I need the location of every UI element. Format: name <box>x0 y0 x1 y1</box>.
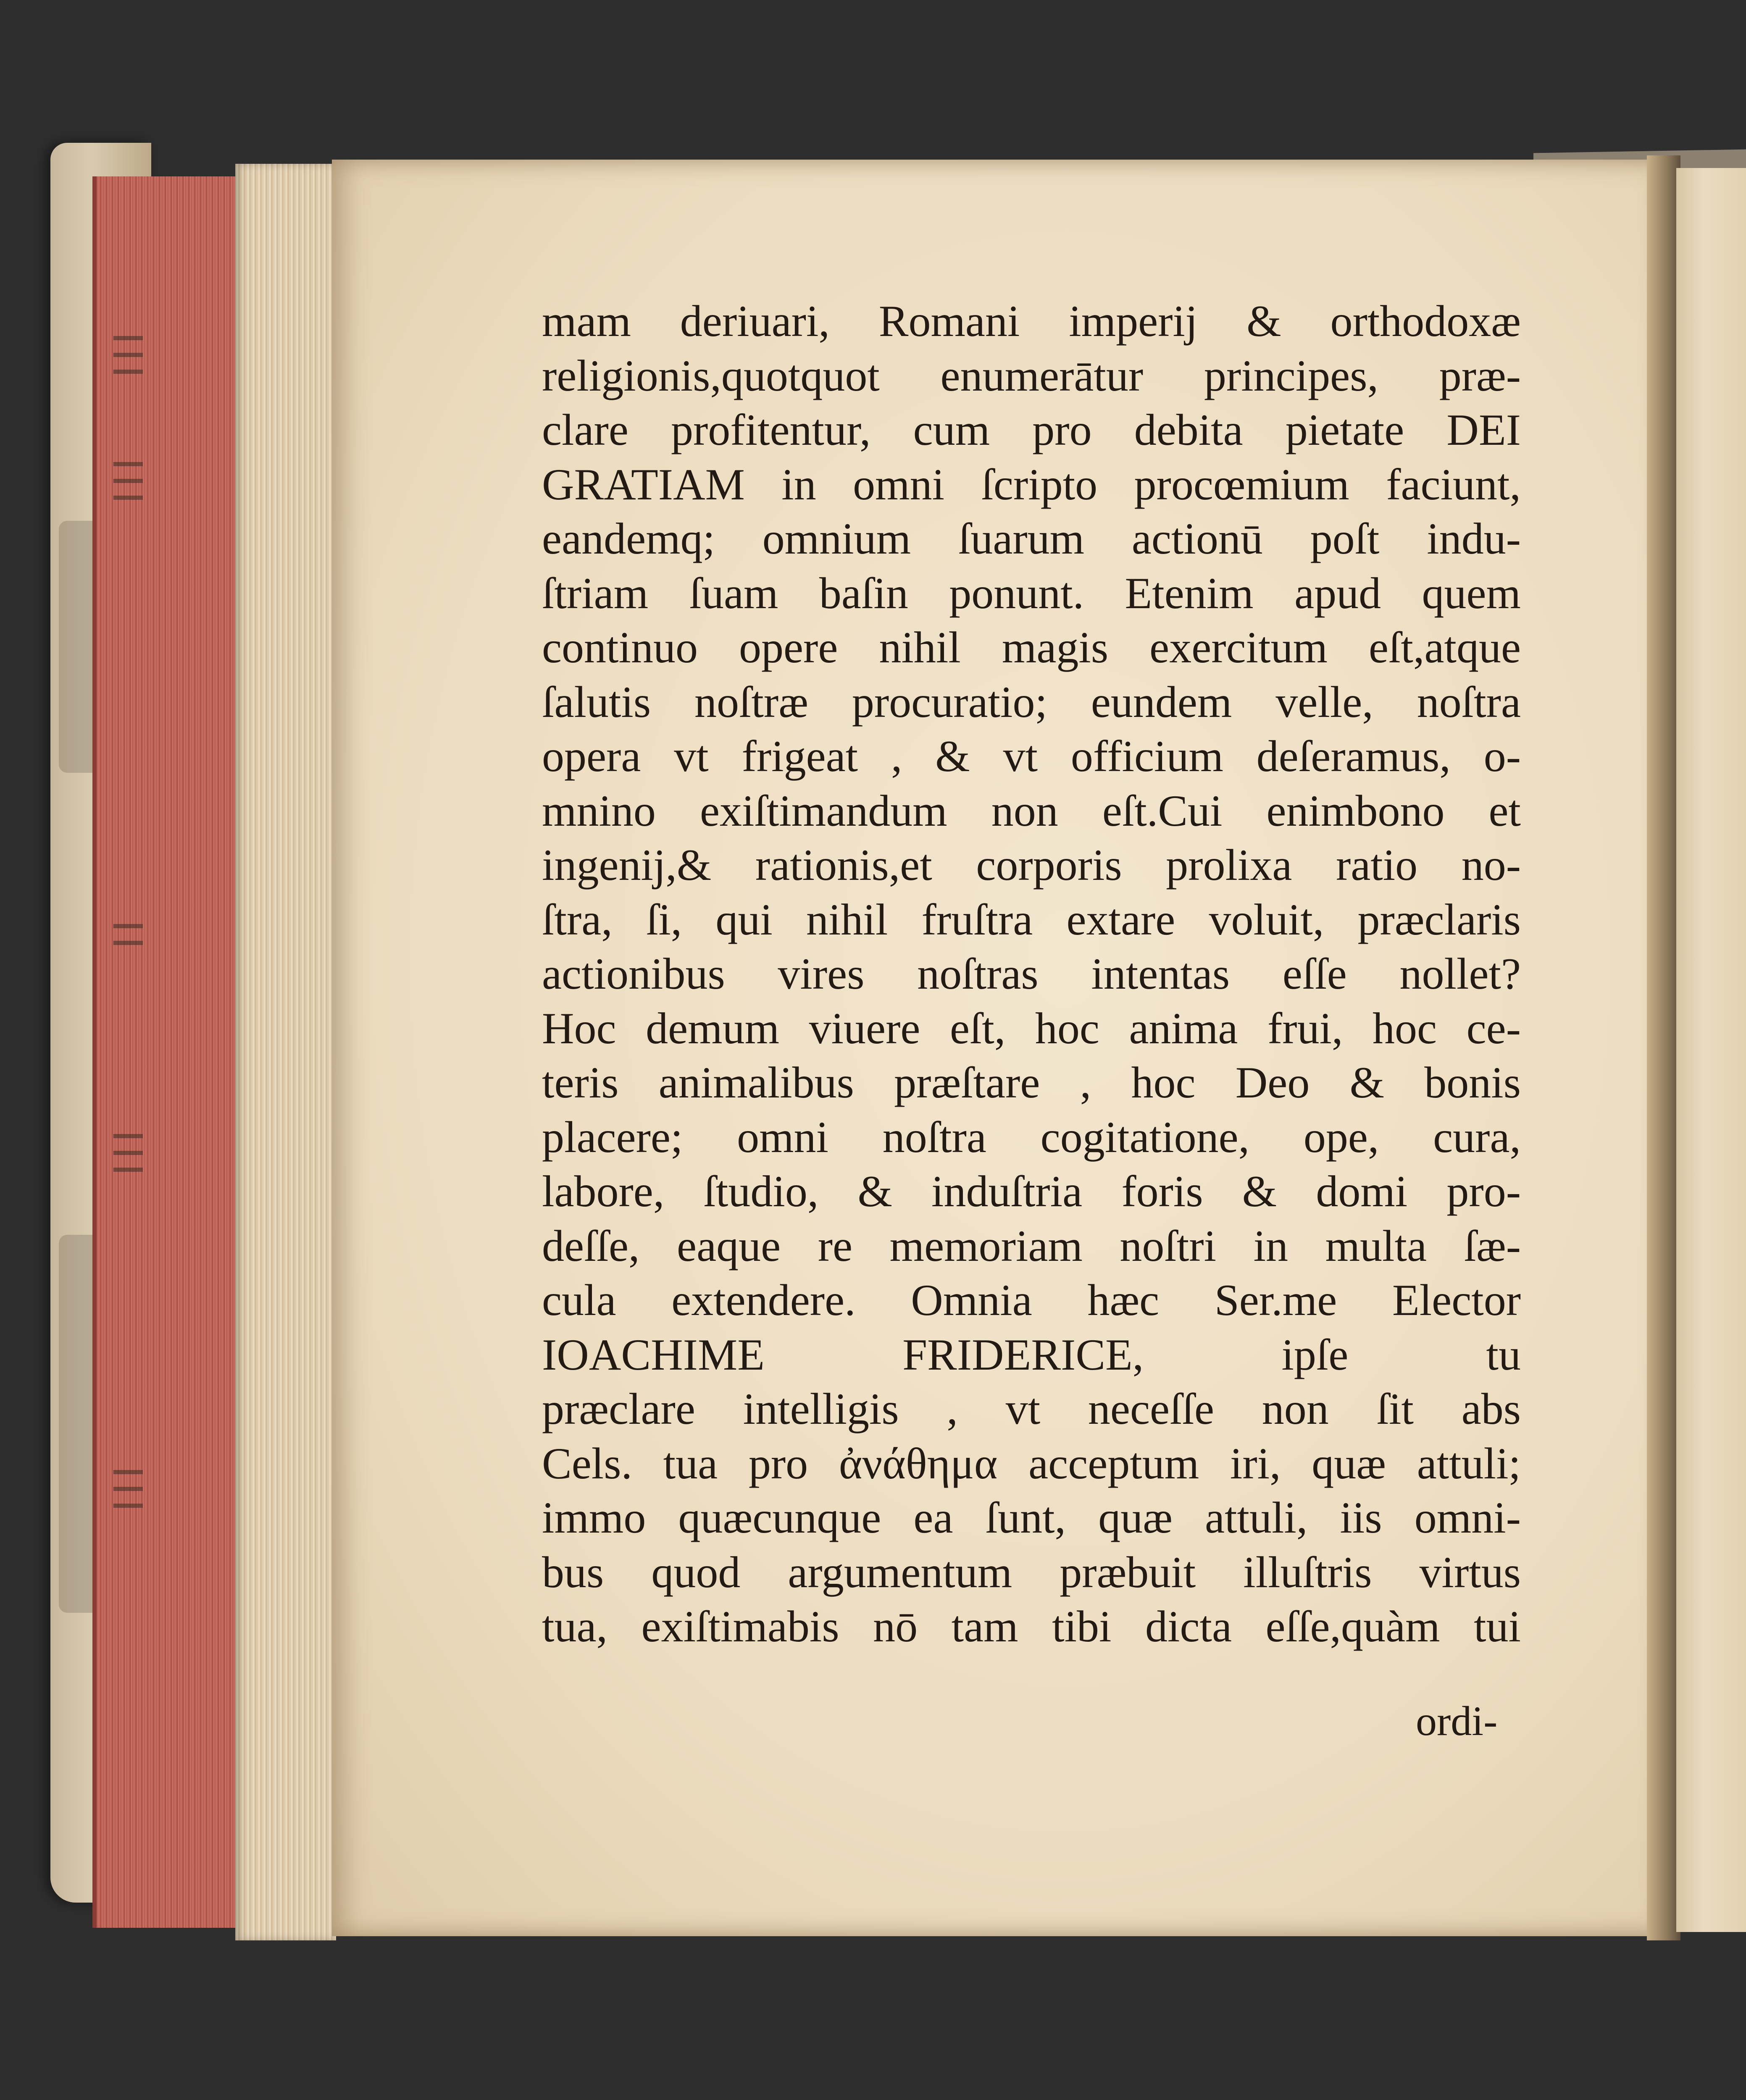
text-line: ſtriam ſuam baſin ponunt. Etenim apud quem <box>542 568 1521 618</box>
text-line: deſſe, eaque re memoriam noſtri in multa ſæ- <box>542 1221 1521 1270</box>
catchword: ordi- <box>1416 1698 1498 1744</box>
text-line: tua, exiſtimabis nō tam tibi dicta eſſe,quàm tui <box>542 1602 1521 1651</box>
text-line: mam deriuari, Romani imperij & orthodoxæ <box>542 297 1521 346</box>
text-line: bus quod argumentum præbuit illuſtris virtus <box>542 1547 1521 1597</box>
text-line: placere; omni noſtra cogitatione, ope, cura, <box>542 1112 1521 1162</box>
facing-page <box>1676 168 1746 1932</box>
text-line: cula extendere. Omnia hæc Ser.me Elector <box>542 1276 1521 1325</box>
text-line: labore, ſtudio, & induſtria foris & domi pro- <box>542 1167 1521 1216</box>
text-line: GRATIAM in omni ſcripto procœmium faciunt, <box>542 459 1521 509</box>
page-stack-edges <box>235 164 336 1940</box>
text-line: actionibus vires noſtras intentas eſſe nollet? <box>542 949 1521 998</box>
text-line: ingenij,& rationis,et corporis prolixa ratio no- <box>542 840 1521 890</box>
text-line: Hoc demum viuere eſt, hoc anima frui, hoc ce- <box>542 1003 1521 1053</box>
text-line: præclare intelligis , vt neceſſe non ſit abs <box>542 1384 1521 1433</box>
text-line: religionis,quotquot enumerātur principes, præ- <box>542 351 1521 400</box>
text-line: ſalutis noſtræ procuratio; eundem velle, noſtra <box>542 677 1521 727</box>
edge-tally-marks <box>113 336 151 1722</box>
text-line: opera vt frigeat , & vt officium deſeramus, o- <box>542 732 1521 781</box>
book-gutter <box>1647 155 1680 1940</box>
text-line: continuo opere nihil magis exercitum eſt,atque <box>542 623 1521 672</box>
text-line: mnino exiſtimandum non eſt.Cui enimbono et <box>542 786 1521 835</box>
text-line: IOACHIME FRIDERICE, ipſe tu <box>542 1330 1521 1379</box>
text-line: immo quæcunque ea ſunt, quæ attuli, iis omni- <box>542 1493 1521 1542</box>
text-line: ſtra, ſi, qui nihil fruſtra extare voluit, præclaris <box>542 895 1521 944</box>
page-text <box>542 294 1521 1654</box>
text-line: teris animalibus præſtare , hoc Deo & bonis <box>542 1058 1521 1107</box>
text-line: Cels. tua pro ἀνάθημα acceptum iri, quæ attuli; <box>542 1438 1521 1488</box>
text-line: eandemq; omnium ſuarum actionū poſt indu- <box>542 514 1521 563</box>
text-line: clare profitentur, cum pro debita pietate DEI <box>542 405 1521 454</box>
